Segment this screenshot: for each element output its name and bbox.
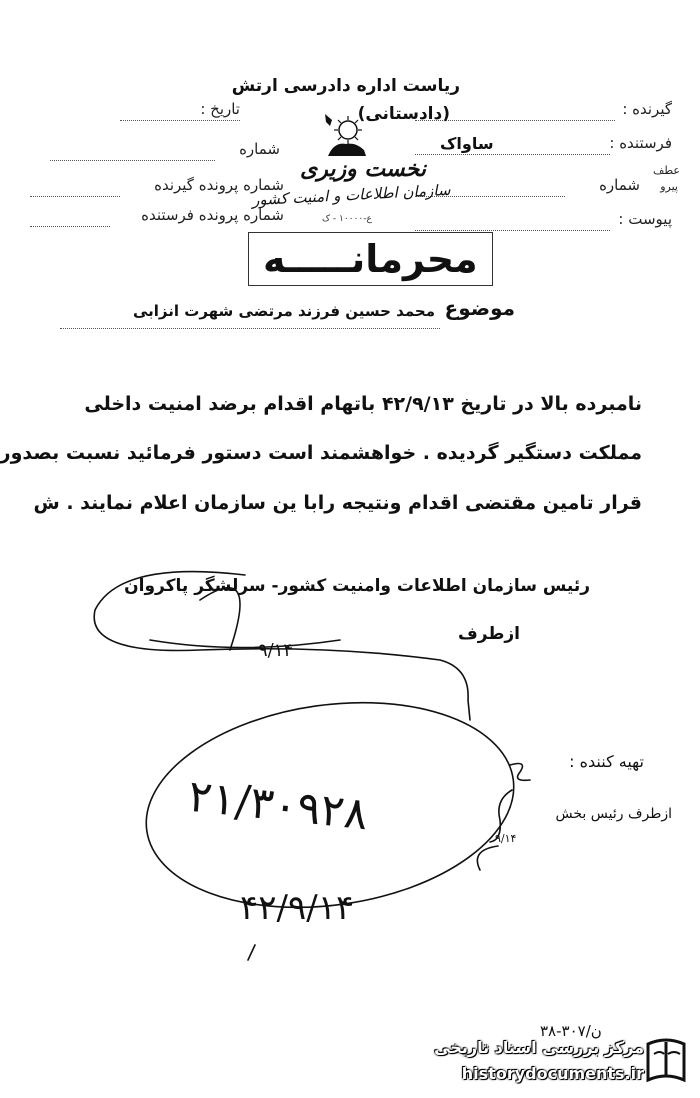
archive-watermark: [408, 1034, 644, 1090]
archive-logo-icon: [644, 1036, 688, 1086]
document-code: ۳۸-۳۰۷/ن: [540, 1022, 602, 1040]
archive-name: مرکز بررسی اسناد تاریخی: [434, 1038, 644, 1057]
body-line: مملکت دستگیر گردیده . خواهشمند است دستور فرمائید نسبت بصدور: [0, 442, 642, 464]
org-code: ع-۱۰۰۰۰ - ک: [322, 214, 372, 224]
date-label: تاریخ :: [200, 100, 240, 118]
emblem-text: نخست وزیری: [300, 156, 426, 182]
receiver-label: گیرنده :: [622, 100, 672, 118]
sender-file-label: شماره پرونده فرستنده: [141, 206, 284, 224]
ref-sub-label: پیرو: [660, 180, 678, 193]
attachment-label: پیوست :: [618, 210, 672, 228]
savak-text: ساواک: [440, 134, 494, 153]
preparer-date: ۹/۱۴: [495, 832, 517, 845]
body-line: قرار تامین مقتضی اقدام ونتیجه رابا ین سازمان اعلام نمایند . ش: [33, 492, 642, 514]
sender-label: فرستنده :: [609, 134, 672, 152]
archive-website: historydocuments.ir: [461, 1064, 644, 1083]
ref-sup-label: عطف: [653, 164, 680, 177]
header-subtitle: (دادستانی): [357, 104, 450, 124]
subject-label: موضوع: [444, 296, 515, 320]
signature-title: رئیس سازمان اطلاعات وامنیت کشور- سرلشگر پاکروان: [124, 576, 590, 596]
handwritten-date: ۴۲/۹/۱۴: [240, 888, 355, 928]
on-behalf-text: ازطرف: [458, 624, 520, 644]
left-number-label: شماره: [239, 140, 280, 158]
handwritten-number: ۲۱/۳۰۹۲۸: [185, 770, 371, 841]
header-title: ریاست اداره دادرسی ارتش: [231, 76, 460, 96]
subject-text: محمد حسین فرزند مرتضی شهرت انزابی: [132, 302, 435, 320]
receiver-file-label: شماره پرونده گیرنده: [154, 176, 284, 194]
preparer-label: تهیه کننده :: [569, 752, 644, 771]
body-line: نامبرده بالا در تاریخ ۴۲/۹/۱۳ باتهام اقدام برضد امنیت داخلی: [84, 393, 642, 415]
number-label: شماره: [599, 176, 640, 194]
org-name: سازمان اطلاعات و امنیت کشور: [251, 180, 451, 210]
confidential-stamp: محرمانـــــه: [248, 232, 493, 286]
signature-date: ۹/۱۴: [258, 640, 294, 661]
section-head-text: ازطرف رئیس بخش: [555, 806, 672, 822]
